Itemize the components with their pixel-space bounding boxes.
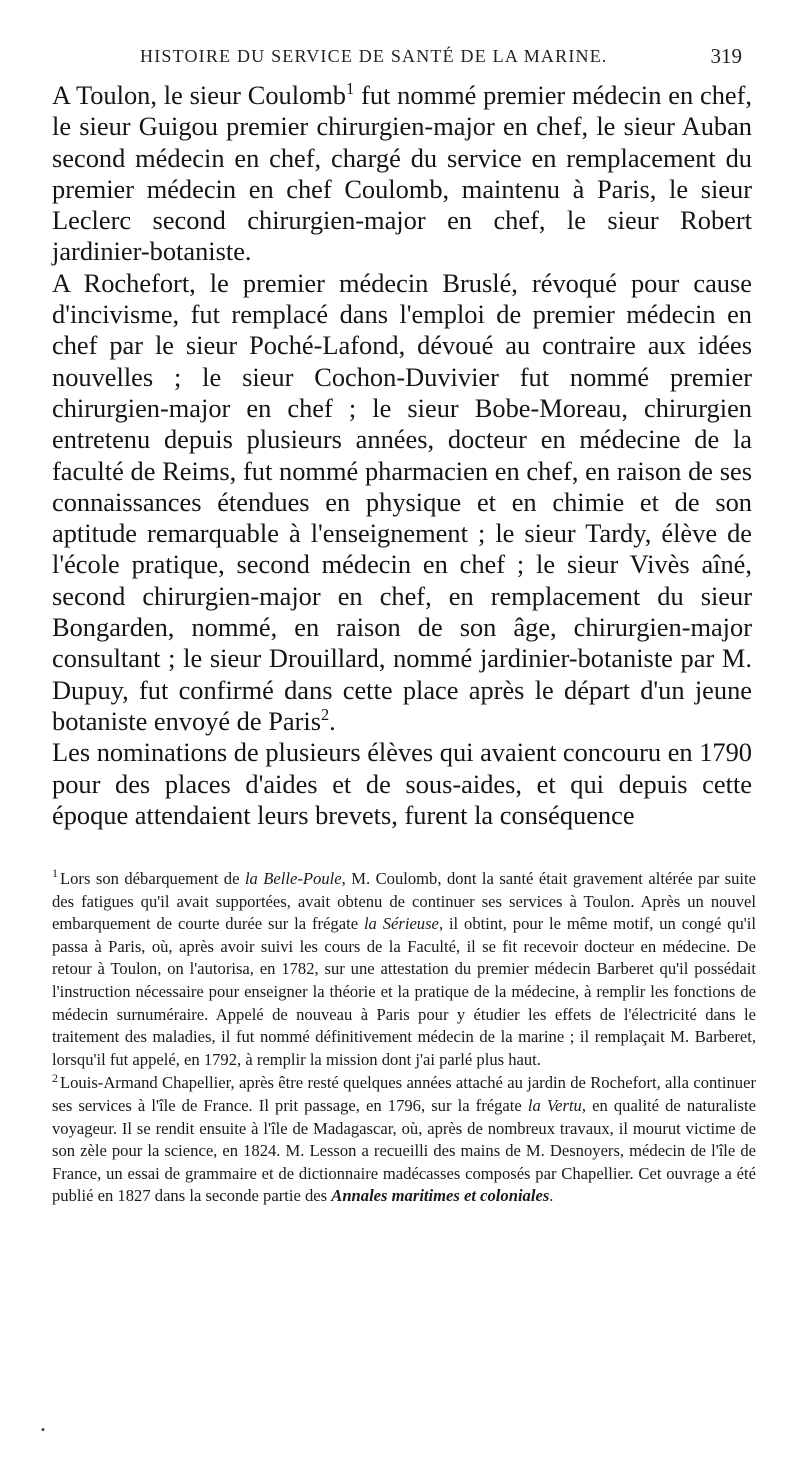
paragraph-rochefort-end: . <box>329 705 336 736</box>
footnote-2-number: 2 <box>52 1070 58 1085</box>
footnote-1-number: 1 <box>52 866 58 881</box>
paragraph-rochefort <box>52 268 752 737</box>
footnote-2 <box>52 1072 756 1208</box>
footnote-1-text-c: , il obtint, pour le même motif, un congé qu'il passa à Paris, où, après avoir suivi les cours de la Faculté, il se fit recevoir docteur en médecine. De retour à Toulon, on l'autorisa, en 1782, sur une attestation du premier médecin Barberet qu'il possédait l'instruction nécessaire pour enseigner la théorie et la pratique de la médecine, à remplir les fonctions de médecin surnuméraire. Appelé de nouveau à Paris pour y étudier les effets de l'électricité dans le traitement des maladies, il fut nommé définitivement médecin de la marine ; il remplaçait M. Barberet, lorsqu'il fut appelé, en 1792, à remplir la mission dont j'ai parlé plus haut. <box>52 914 757 1069</box>
paragraph-nominations: Les nominations de plusieurs élèves qui avaient concouru en 1790 pour des places d'aides et de sous-aides, et qui depuis cette époque attendaient leurs brevets, furent la conséquence <box>52 737 752 830</box>
footnotes <box>52 868 756 1208</box>
footnote-ref-2: 2 <box>320 705 330 725</box>
paragraph-toulon-rest: fut nommé premier médecin en chef, le sieur Guigou premier chirurgien-major en chef, le sieur Auban second médecin en chef, chargé du service en remplacement du premier médecin en chef Coulomb, maintenu à Paris, le sieur Leclerc second chirurgien-major en chef, le sieur Robert jardinier-botaniste. <box>52 80 752 267</box>
paragraph-rochefort-text: A Rochefort, le premier médecin Bruslé, révoqué pour cause d'incivisme, fut remplacé dans l'emploi de premier médecin en chef par le sieur Poché-Lafond, dévoué au contraire aux idées nouvelles ; le sieur Cochon-Duvivier fut nommé premier chirurgien-major en chef ; le sieur Bobe-Moreau, chirurgien entretenu depuis plusieurs années, docteur en médecine de la faculté de Reims, fut nommé pharmacien en chef, en raison de ses connaissances étendues en physique et en chimie et de son aptitude remarquable à l'enseignement ; le sieur Tardy, élève de l'école pratique, second médecin en chef ; le sieur Vivès aîné, second chirurgien-major en chef, en remplacement du sieur Bongarden, nommé, en raison de son âge, chirurgien-major consultant ; le sieur Drouillard, nommé jardinier-botaniste par M. Dupuy, fut confirmé dans cette place après le départ d'un jeune botaniste envoyé de Paris <box>52 267 752 736</box>
footnote-ref-1: 1 <box>346 79 355 99</box>
footnote-2-text-b: , en qualité de naturaliste voyageur. Il se rendit ensuite à l'île de Madagascar, où, après de nombreux travaux, il mourut victime de son zèle pour la science, en 1824. M. Lesson a recueilli des mains de M. Desnoyers, médecin de l'île de France, un essai de grammaire et de dictionnaire madécasses composés par Chapellier. Cet ouvrage a été publié en 1827 dans la seconde partie des <box>52 1095 756 1206</box>
journal-title: Annales maritimes et coloniales <box>331 1186 550 1206</box>
footnote-2-text-c: . <box>549 1186 554 1206</box>
ship-name-belle-poule: la Belle-Poule <box>244 869 342 888</box>
paragraph-toulon <box>52 80 752 268</box>
footnote-1-text-b: , M. Coulomb, dont la santé était gravement altérée par suite des fatigues qu'il avait supportées, avait obtenu de continuer ses services à Toulon. Après un nouvel embarquement de courte durée sur la frégate <box>52 869 757 934</box>
footnote-1 <box>52 868 756 1071</box>
main-text <box>52 80 752 831</box>
paragraph-toulon-start: A Toulon, le sieur Coulomb <box>52 80 347 110</box>
ship-name-serieuse: la Sérieuse <box>363 914 439 934</box>
page-number: 319 <box>710 44 742 68</box>
print-speck: • <box>40 1425 46 1436</box>
ship-name-vertu: la Vertu <box>527 1095 582 1115</box>
footnote-1-text-a: Lors son débarquement de <box>60 869 245 888</box>
footnote-2-text-a: Louis-Armand Chapellier, après être resté quelques années attaché au jardin de Rochefort, alla continuer ses services à l'île de France. Il prit passage, en 1796, sur la frégate <box>52 1073 756 1115</box>
running-head: HISTOIRE DU SERVICE DE SANTÉ DE LA MARINE. <box>140 46 608 66</box>
